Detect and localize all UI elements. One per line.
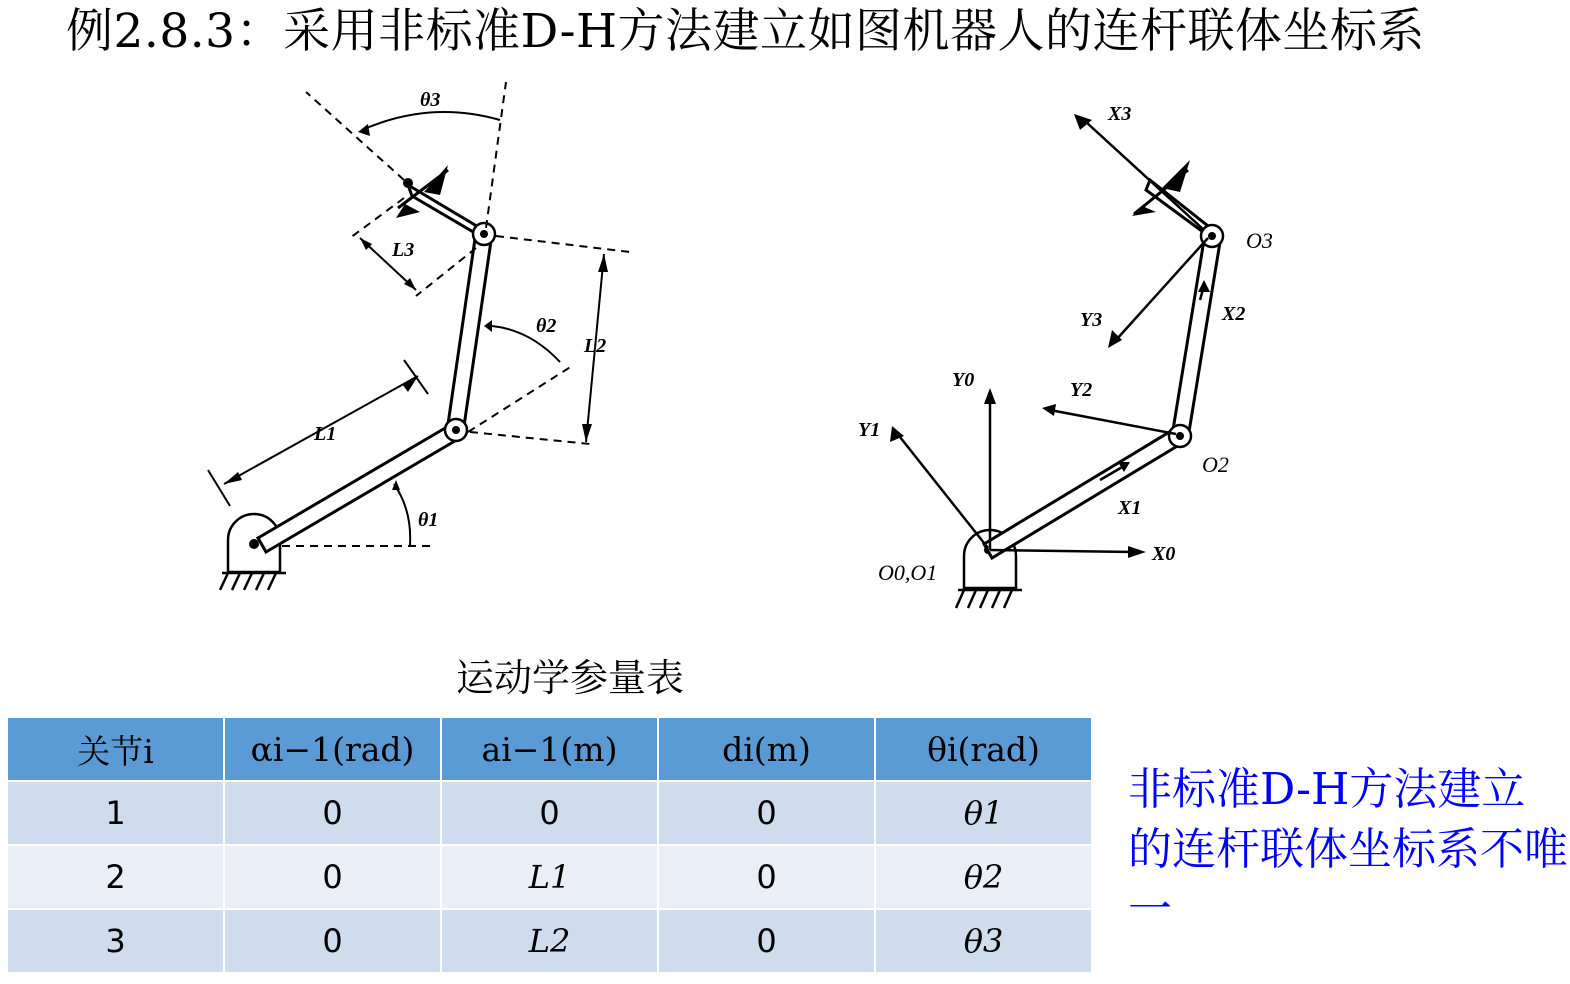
header-theta: θi(rad) (875, 717, 1092, 781)
cell: 0 (658, 909, 875, 973)
cell: 0 (441, 781, 658, 845)
side-note: 非标准D-H方法建立的连杆联体坐标系不唯一 (1128, 764, 1568, 935)
X2-label: X2 (1222, 303, 1246, 325)
L2-label: L2 (584, 335, 607, 357)
L3-label: L3 (392, 239, 415, 261)
robot-arm-diagram (190, 82, 650, 602)
Y1-label: Y1 (858, 419, 881, 441)
table-header-row (7, 717, 1092, 781)
cell: θ1 (875, 781, 1092, 845)
L1-label: L1 (314, 423, 337, 445)
table-caption: 运动学参量表 (455, 656, 684, 700)
cell: 2 (7, 845, 224, 909)
Y3-label: Y3 (1080, 309, 1103, 331)
table-row (7, 781, 1092, 845)
frame-diagram (840, 90, 1300, 620)
header-d: di(m) (658, 717, 875, 781)
X1-label: X1 (1118, 497, 1142, 519)
cell: 0 (224, 909, 441, 973)
header-joint: 关节i (7, 717, 224, 781)
Y2-label: Y2 (1070, 379, 1093, 401)
cell: 1 (7, 781, 224, 845)
O2-label: O2 (1202, 452, 1229, 477)
cell: 0 (224, 845, 441, 909)
link-2 (1172, 234, 1221, 438)
cell: L2 (441, 909, 658, 973)
link-1 (258, 424, 460, 552)
link-1 (984, 428, 1184, 558)
theta3-label: θ3 (420, 89, 441, 111)
table-row (7, 909, 1092, 973)
cell: θ2 (875, 845, 1092, 909)
cell: 0 (658, 781, 875, 845)
cell: 0 (658, 845, 875, 909)
link-2 (447, 232, 492, 433)
header-a: ai−1(m) (441, 717, 658, 781)
cell: θ3 (875, 909, 1092, 973)
page-title: 例2.8.3：采用非标准D-H方法建立如图机器人的连杆联体坐标系 (66, 4, 1426, 59)
O01-label: O0,O1 (878, 560, 938, 585)
header-alpha: αi−1(rad) (224, 717, 441, 781)
Y0-label: Y0 (952, 369, 975, 391)
table-row (7, 845, 1092, 909)
X3-label: X3 (1108, 103, 1132, 125)
cell: 0 (224, 781, 441, 845)
kinematic-parameter-table (6, 716, 1093, 974)
theta2-label: θ2 (536, 315, 557, 337)
O3-label: O3 (1246, 228, 1273, 253)
cell: L1 (441, 845, 658, 909)
X0-label: X0 (1152, 543, 1176, 565)
cell: 3 (7, 909, 224, 973)
theta1-label: θ1 (418, 509, 439, 531)
